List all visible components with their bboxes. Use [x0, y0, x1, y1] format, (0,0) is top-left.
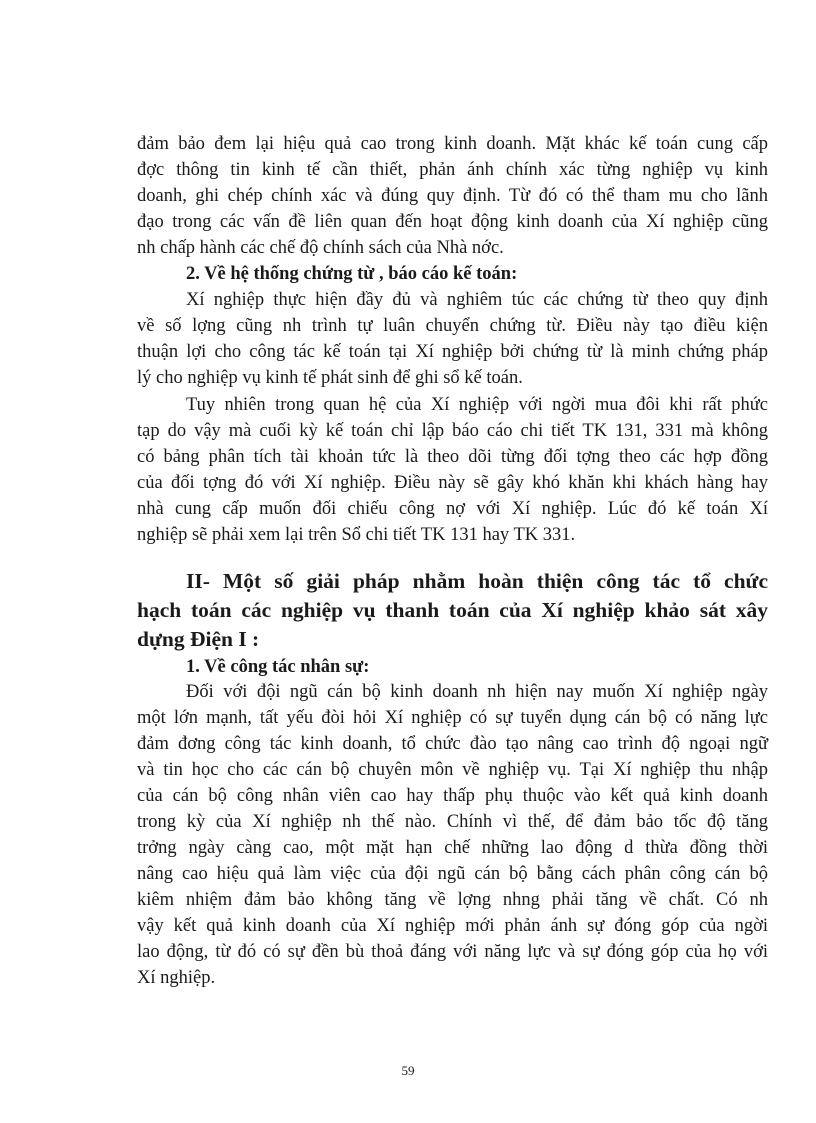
- paragraph-line: Tuy nhiên trong quan hệ của Xí nghiệp với ngời mua đôi khi rất phức: [186, 395, 768, 415]
- paragraph-line: của đối tợng đó với Xí nghiệp. Điều này sẽ gây khó khăn khi khách hàng hay: [137, 473, 768, 493]
- paragraph-line: đợc thông tin kinh tế cần thiết, phản ánh chính xác từng nghiệp vụ kinh: [137, 160, 768, 180]
- paragraph-line: trong kỳ của Xí nghiệp nh thế nào. Chính vì thế, để đảm bảo tốc độ tăng: [137, 812, 768, 832]
- paragraph-line: doanh, ghi chép chính xác và đúng quy định. Từ đó có thể tham mu cho lãnh: [137, 186, 768, 206]
- paragraph-line: nghiệp sẽ phải xem lại trên Sổ chi tiết TK 131 hay TK 331.: [137, 525, 576, 545]
- paragraph-line: về số lợng cũng nh trình tự luân chuyển chứng từ. Điều này tạo điều kiện: [137, 316, 768, 336]
- paragraph-line: và tin học cho các cán bộ chuyên môn về nghiệp vụ. Tại Xí nghiệp thu nhập: [137, 760, 768, 780]
- paragraph-line: một lớn mạnh, tất yếu đòi hỏi Xí nghiệp có sự tuyển dụng cán bộ có năng lực: [137, 708, 768, 728]
- paragraph-line: tạp do vậy mà cuối kỳ kế toán chỉ lập báo cáo chi tiết TK 131, 331 mà không: [137, 421, 768, 441]
- paragraph-line: nh chấp hành các chế độ chính sách của Nhà nớc.: [137, 238, 504, 258]
- paragraph-line: lao động, từ đó có sự đền bù thoả đáng với năng lực và sự đóng góp của họ với: [137, 942, 768, 962]
- paragraph-line: Đối với đội ngũ cán bộ kinh doanh nh hiện nay muốn Xí nghiệp ngày: [186, 682, 768, 702]
- paragraph-line: lý cho nghiệp vụ kinh tế phát sinh để ghi sổ kế toán.: [137, 368, 523, 388]
- page-number: 59: [401, 1063, 415, 1078]
- paragraph-line: của cán bộ công nhân viên cao hay thấp phụ thuộc vào kết quả kinh doanh: [137, 786, 768, 806]
- section-heading-line: hạch toán các nghiệp vụ thanh toán của Xí nghiệp khảo sát xây: [137, 598, 768, 622]
- paragraph-line: nâng cao hiệu quả làm việc của đội ngũ cán bộ bằng cách phân công cán bộ: [137, 864, 768, 884]
- paragraph-line: đạo trong các vấn đề liên quan đến hoạt động kinh doanh của Xí nghiệp cũng: [137, 212, 768, 232]
- paragraph-line: Xí nghiệp.: [137, 968, 216, 988]
- paragraph-line: nhà cung cấp muốn đối chiếu công nợ với Xí nghiệp. Lúc đó kế toán Xí: [137, 499, 768, 519]
- paragraph-line: vậy kết quả kinh doanh của Xí nghiệp mới phản ánh sự đóng góp của ngời: [137, 916, 768, 936]
- paragraph-line: có bảng phân tích tài khoản tức là theo dõi từng đối tợng theo các hợp đồng: [137, 447, 768, 467]
- paragraph-line: đảm bảo đem lại hiệu quả cao trong kinh doanh. Mặt khác kế toán cung cấp: [137, 134, 768, 154]
- paragraph-line: đảm đơng công tác kinh doanh, tổ chức đào tạo nâng cao trình độ ngoại ngữ: [137, 734, 768, 754]
- subsection-heading: 1. Về công tác nhân sự:: [186, 657, 370, 677]
- paragraph-line: Xí nghiệp thực hiện đầy đủ và nghiêm túc các chứng từ theo quy định: [186, 290, 768, 310]
- paragraph-line: kiêm nhiệm đảm bảo không tăng về lợng nhng phải tăng về chất. Có nh: [137, 890, 768, 910]
- section-heading-line: dựng Điện I :: [137, 627, 260, 651]
- section-heading-line: II- Một số giải pháp nhằm hoàn thiện công tác tổ chức: [186, 569, 768, 593]
- subsection-heading: 2. Về hệ thống chứng từ , báo cáo kế toán:: [186, 264, 518, 284]
- paragraph-line: thuận lợi cho công tác kế toán tại Xí nghiệp bởi chứng từ là minh chứng pháp: [137, 342, 768, 362]
- paragraph-line: trởng ngày càng cao, một mặt hạn chế những lao động d thừa đồng thời: [137, 838, 768, 858]
